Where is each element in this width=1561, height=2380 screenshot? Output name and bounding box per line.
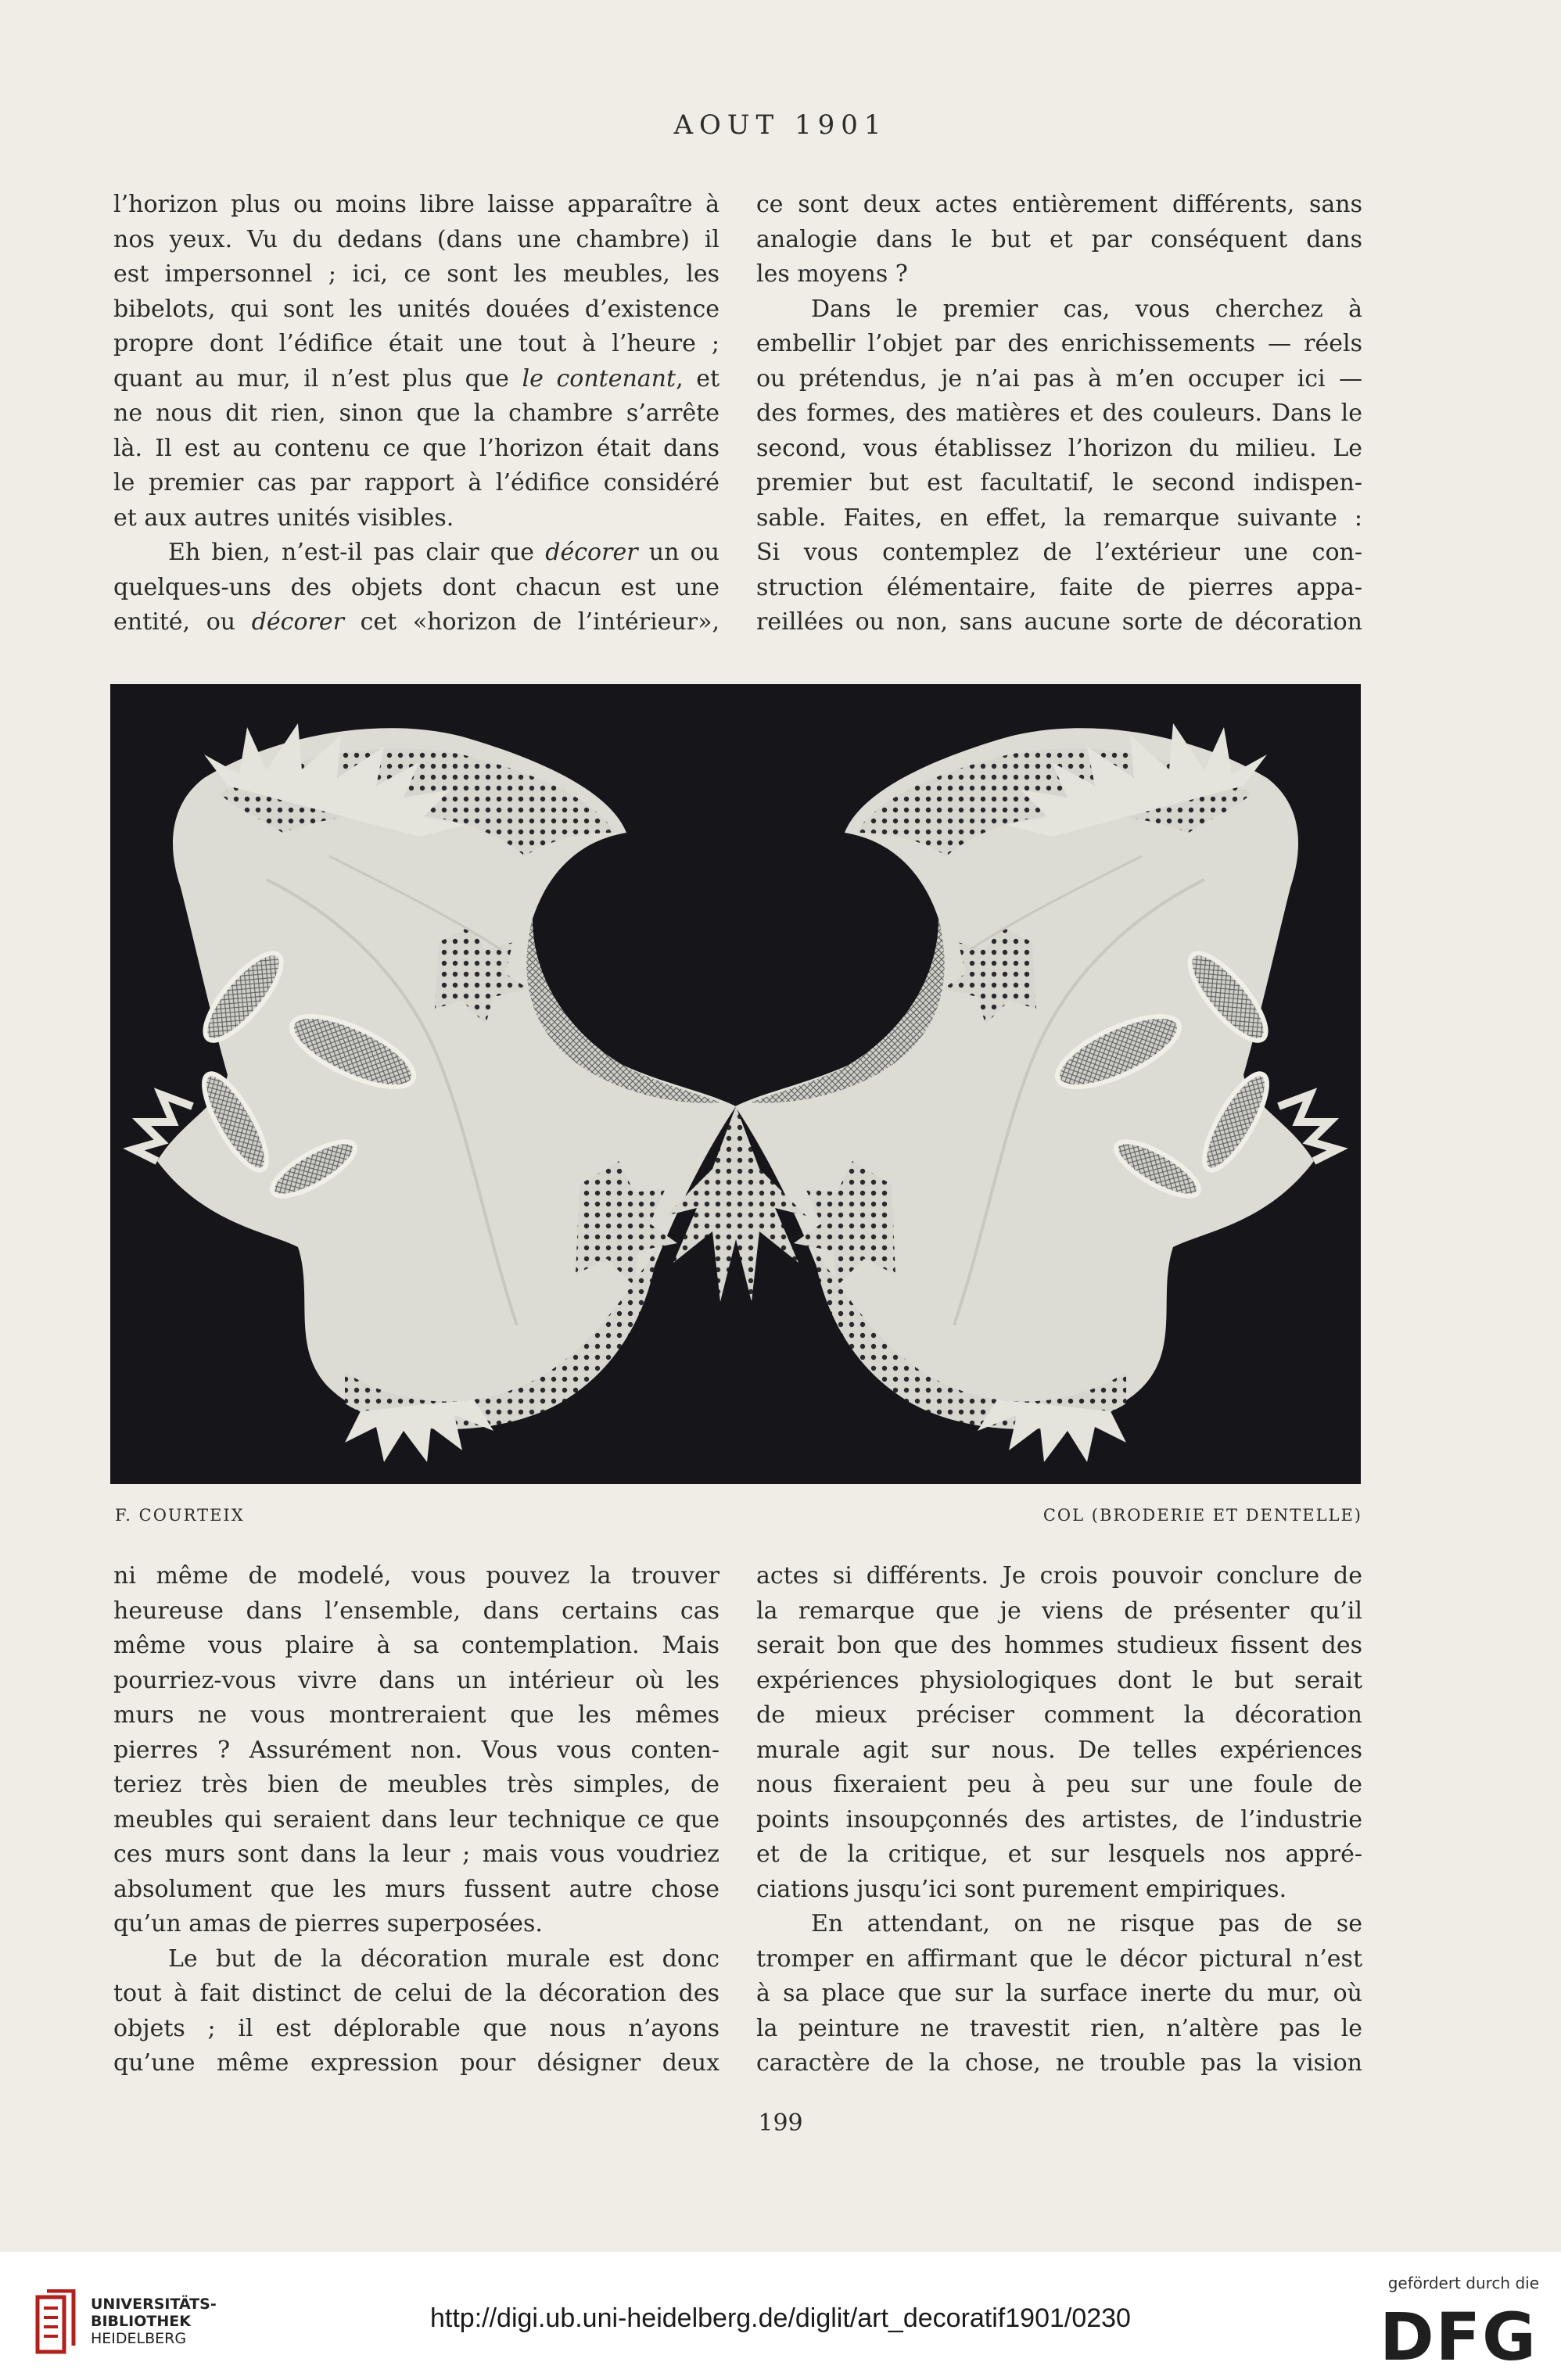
lace-collar-photograph: [110, 684, 1361, 1484]
text-line: [113, 605, 719, 640]
text-line: les moyens ?: [756, 260, 908, 288]
text-line: propre dont l’édifice était une tout à l’heure ;: [113, 330, 719, 357]
text-line: murs ne vous montreraient que les mêmes: [113, 1701, 719, 1729]
text-line: expériences physiologiques dont le but serait: [756, 1666, 1362, 1694]
text-line: là. Il est au contenu ce que l’horizon était dans: [113, 434, 719, 462]
text-run: quant au mur, il n’est plus que: [113, 364, 509, 392]
text-line: meubles qui seraient dans leur technique ce que: [113, 1805, 719, 1833]
text-line: caractère de la chose, ne trouble pas la vision: [756, 2049, 1362, 2077]
text-line: struction élémentaire, faite de pierres appa-: [756, 573, 1362, 601]
running-header: AOUT 1901: [673, 109, 888, 141]
text-line: la peinture ne travestit rien, n’altère pas le: [756, 2014, 1362, 2042]
text-line: tromper en affirmant que le décor pictural n’est: [756, 1945, 1362, 1973]
university-library-logo-icon: [33, 2289, 81, 2361]
text-run: entité, ou: [113, 608, 236, 636]
text-line: est impersonnel ; ici, ce sont les meubles, les: [113, 260, 719, 288]
left-column-bottom: [113, 1559, 719, 2081]
library-name-line: HEIDELBERG: [91, 2330, 187, 2347]
text-line: pierres ? Assurément non. Vous vous conten-: [113, 1736, 719, 1764]
text-line: actes si différents. Je crois pouvoir conclure de: [756, 1562, 1362, 1590]
text-line: murale agit sur nous. De telles expériences: [756, 1736, 1362, 1764]
text-line: quelques-uns des objets dont chacun est une: [113, 573, 719, 601]
text-line: Si vous contemplez de l’extérieur une con-: [756, 539, 1362, 566]
text-line: bibelots, qui sont les unités douées d’existence: [113, 295, 719, 323]
dfg-logo: DFG: [1379, 2299, 1538, 2375]
text-line: reillées ou non, sans aucune sorte de décoration: [756, 608, 1362, 636]
text-run: , et: [676, 364, 719, 392]
text-line: analogie dans le but et par conséquent dans: [756, 225, 1362, 253]
text-run: Eh bien, n’est-il pas clair que: [168, 539, 535, 566]
funding-label: gefördert durch die: [1387, 2274, 1539, 2292]
text-line: qu’une même expression pour désigner deux: [113, 2049, 719, 2077]
text-line: [113, 362, 719, 397]
text-line: ou prétendus, je n’ai pas à m’en occuper ici —: [756, 364, 1362, 392]
text-line: En attendant, on ne risque pas de se: [811, 1910, 1362, 1937]
page-number: 199: [758, 2109, 803, 2137]
text-line: de mieux préciser comment la décoration: [756, 1701, 1362, 1729]
figure-caption: COL (BRODERIE ET DENTELLE): [1042, 1506, 1362, 1525]
text-line: ne nous dit rien, sinon que la chambre s’arrête: [113, 400, 719, 427]
library-name: [91, 2296, 217, 2347]
text-line: second, vous établissez l’horizon du milieu. Le: [756, 434, 1362, 462]
digitisation-footer: [0, 2252, 1561, 2380]
text-run: cet «horizon de l’intérieur»,: [360, 608, 719, 636]
italic-term: décorer: [251, 608, 344, 636]
text-line: heureuse dans l’ensemble, dans certains cas: [113, 1597, 719, 1625]
text-line: Le but de la décoration murale est donc: [168, 1945, 719, 1973]
text-line: qu’un amas de pierres superposées.: [113, 1910, 543, 1937]
figure-credit: F. COURTEIX: [115, 1506, 245, 1525]
text-line: [113, 536, 719, 571]
text-line: à sa place que sur la surface inerte du mur, où: [756, 1980, 1362, 2007]
text-line: ciations jusqu’ici sont purement empiriques.: [756, 1875, 1287, 1903]
library-name-line: UNIVERSITÄTS-: [91, 2296, 217, 2313]
text-line: ce sont deux actes entièrement différents, sans: [756, 191, 1362, 218]
text-line: serait bon que des hommes studieux fissent des: [756, 1632, 1362, 1659]
text-line: l’horizon plus ou moins libre laisse apparaître à: [113, 191, 719, 218]
text-line: la remarque que je viens de présenter qu’il: [756, 1597, 1362, 1625]
right-column-bottom: [756, 1559, 1362, 2081]
text-line: pourriez-vous vivre dans un intérieur où les: [113, 1666, 719, 1694]
text-line: premier but est facultatif, le second indispen-: [756, 469, 1362, 496]
text-line: et de la critique, et sur lesquels nos appré-: [756, 1841, 1362, 1868]
text-line: embellir l’objet par des enrichissements — réels: [756, 330, 1362, 357]
right-column-top: [756, 188, 1362, 640]
text-line: nous fixeraient peu à peu sur une foule de: [756, 1771, 1362, 1798]
text-line: et aux autres unités visibles.: [113, 504, 454, 532]
italic-term: le contenant: [522, 364, 676, 392]
text-line: Dans le premier cas, vous cherchez à: [811, 295, 1362, 323]
left-column-top: [113, 188, 719, 640]
text-run: un ou: [648, 539, 720, 566]
text-line: absolument que les murs fussent autre chose: [113, 1875, 719, 1903]
text-line: points insoupçonnés des artistes, de l’industrie: [756, 1805, 1362, 1833]
text-line: des formes, des matières et des couleurs. Dans le: [756, 400, 1362, 427]
text-line: ces murs sont dans la leur ; mais vous voudriez: [113, 1841, 719, 1868]
text-line: teriez très bien de meubles très simples, de: [113, 1771, 719, 1798]
lace-collar-illustration: [110, 684, 1361, 1484]
text-line: sable. Faites, en effet, la remarque suivante :: [756, 504, 1362, 532]
library-name-line: BIBLIOTHEK: [91, 2313, 191, 2330]
text-line: nos yeux. Vu du dedans (dans une chambre) il: [113, 225, 719, 253]
text-line: ni même de modelé, vous pouvez la trouver: [113, 1562, 719, 1590]
text-line: tout à fait distinct de celui de la décoration des: [113, 1980, 719, 2007]
permalink[interactable]: http://digi.ub.uni-heidelberg.de/diglit/art_decoratif1901/0230: [430, 2303, 1131, 2333]
italic-term: décorer: [545, 539, 638, 566]
text-line: le premier cas par rapport à l’édifice considéré: [113, 469, 719, 496]
text-line: même vous plaire à sa contemplation. Mais: [113, 1632, 719, 1659]
text-line: objets ; il est déplorable que nous n’ayons: [113, 2014, 719, 2042]
